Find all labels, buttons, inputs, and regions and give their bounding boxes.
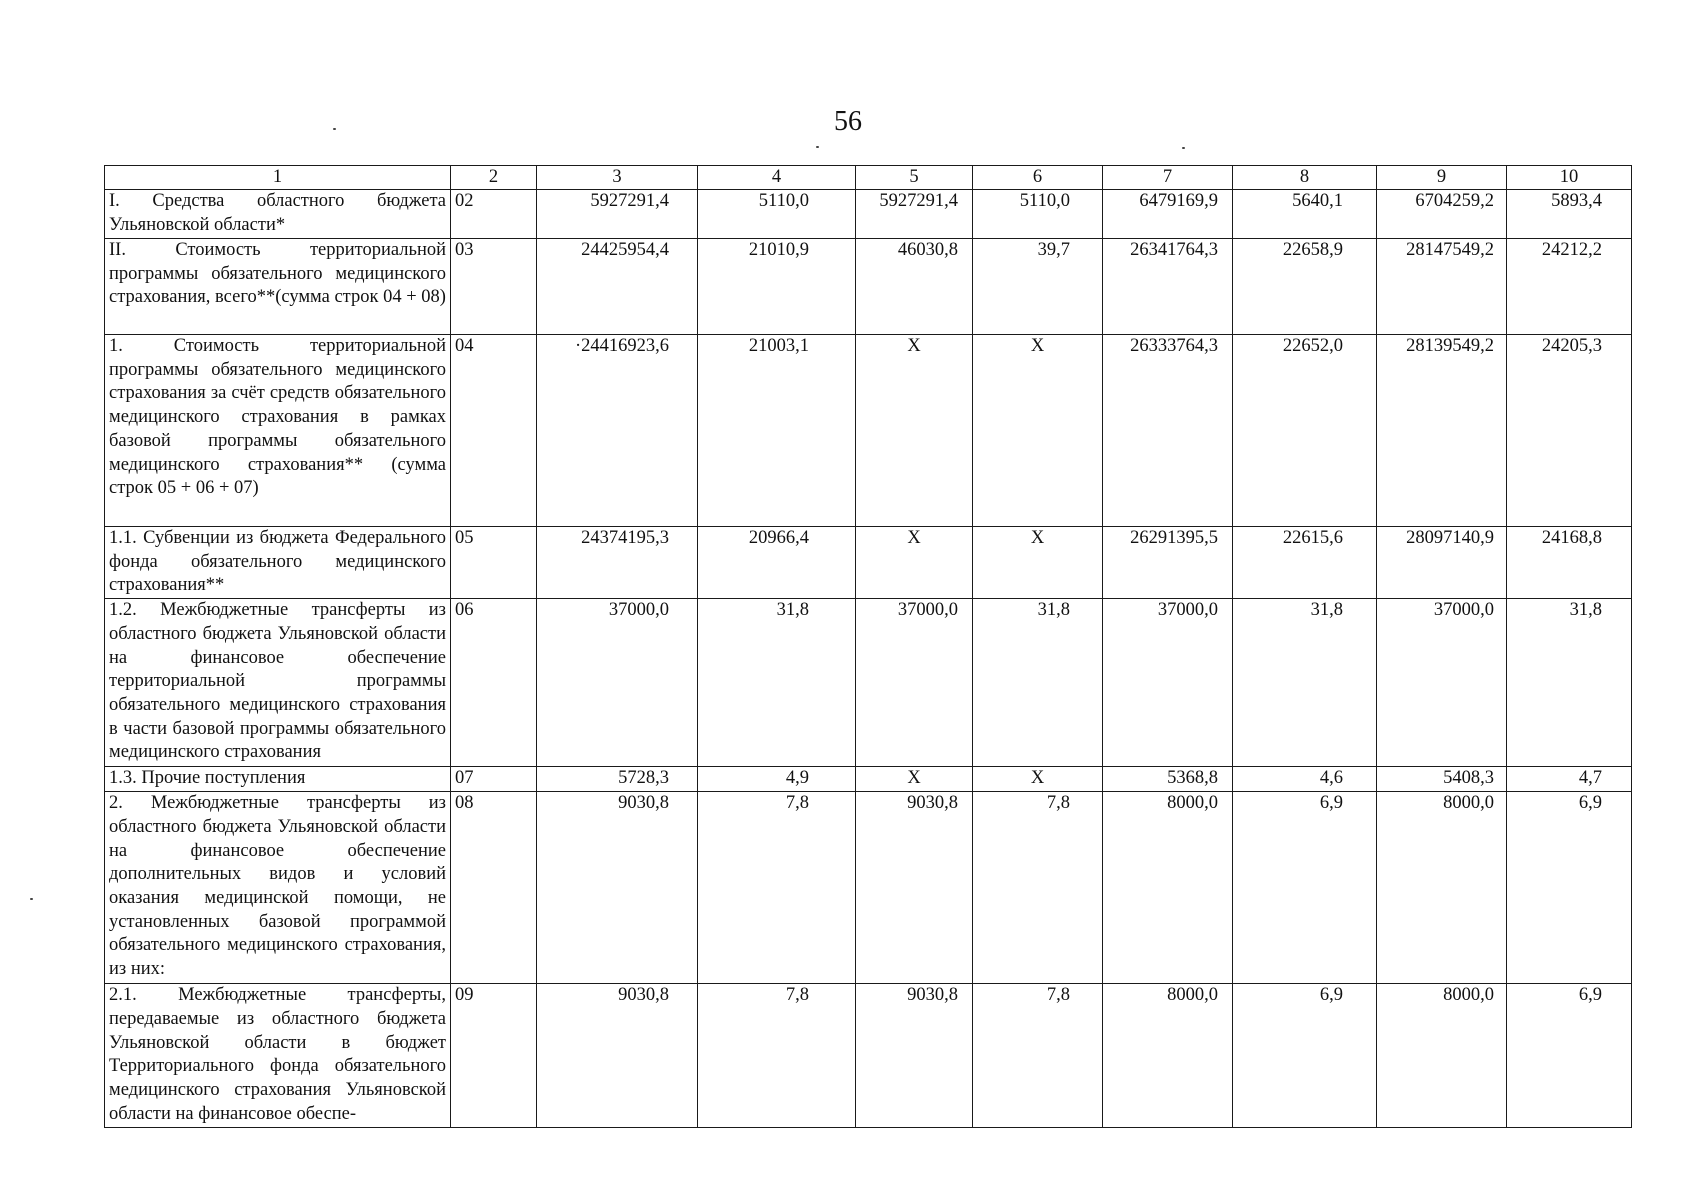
value-cell: 4,9 <box>698 767 856 792</box>
value-cell: 28097140,9 <box>1377 527 1507 599</box>
value-cell: 37000,0 <box>537 599 698 767</box>
value-cell: Х <box>856 335 973 527</box>
row-code: 05 <box>451 527 537 599</box>
value-cell: 21003,1 <box>698 335 856 527</box>
column-header: 9 <box>1377 166 1507 190</box>
value-cell: Х <box>856 527 973 599</box>
value-cell: 8000,0 <box>1377 792 1507 984</box>
value-cell: 7,8 <box>698 792 856 984</box>
value-cell: 9030,8 <box>856 792 973 984</box>
value-cell: 6,9 <box>1233 984 1377 1128</box>
value-cell: 37000,0 <box>856 599 973 767</box>
scan-speck <box>30 898 33 900</box>
column-header: 5 <box>856 166 973 190</box>
table-row <box>105 239 1632 335</box>
value-cell: 22652,0 <box>1233 335 1377 527</box>
table-row <box>105 527 1632 599</box>
table-row <box>105 984 1632 1128</box>
value-cell: 5728,3 <box>537 767 698 792</box>
value-cell: Х <box>973 767 1103 792</box>
row-code: 06 <box>451 599 537 767</box>
value-cell: 24168,8 <box>1507 527 1632 599</box>
column-header: 2 <box>451 166 537 190</box>
page-number: 56 <box>834 106 862 137</box>
value-cell: 7,8 <box>973 792 1103 984</box>
table-row <box>105 792 1632 984</box>
value-cell: 8000,0 <box>1103 792 1233 984</box>
row-name: 2.1. Межбюджетные трансферты, передаваемые из областного бюджета Ульяновской области в бюджет Территориального фонда обязательного медицинского страхования Ульяновской области на финансовое обеспе- <box>105 984 451 1128</box>
value-cell: 6479169,9 <box>1103 190 1233 239</box>
column-header: 6 <box>973 166 1103 190</box>
row-code: 02 <box>451 190 537 239</box>
value-cell: 7,8 <box>698 984 856 1128</box>
row-name: 2. Межбюджетные трансферты из областного бюджета Ульяновской области на финансовое обеспечение дополнительных видов и условий оказания медицинской помощи, не установленных базовой программой обязательного медицинского страхования, из них: <box>105 792 451 984</box>
value-cell: 5927291,4 <box>537 190 698 239</box>
value-cell: 28139549,2 <box>1377 335 1507 527</box>
value-cell: 9030,8 <box>537 984 698 1128</box>
value-cell: 24374195,3 <box>537 527 698 599</box>
scan-speck <box>1182 147 1185 149</box>
row-name: 1.1. Субвенции из бюджета Федерального фонда обязательного медицинского страхования** <box>105 527 451 599</box>
budget-table <box>104 165 1632 1128</box>
value-cell: 28147549,2 <box>1377 239 1507 335</box>
value-cell: 5110,0 <box>698 190 856 239</box>
value-cell: 26341764,3 <box>1103 239 1233 335</box>
row-code: 07 <box>451 767 537 792</box>
table-row <box>105 190 1632 239</box>
value-cell: 8000,0 <box>1103 984 1233 1128</box>
value-cell: 6704259,2 <box>1377 190 1507 239</box>
value-cell: 37000,0 <box>1377 599 1507 767</box>
value-cell: 9030,8 <box>856 984 973 1128</box>
row-name: 1.3. Прочие поступления <box>105 767 451 792</box>
value-cell: 5408,3 <box>1377 767 1507 792</box>
table-row <box>105 335 1632 527</box>
value-cell: 26333764,3 <box>1103 335 1233 527</box>
scan-speck <box>816 146 819 148</box>
row-code: 03 <box>451 239 537 335</box>
value-cell: 5893,4 <box>1507 190 1632 239</box>
value-cell: 6,9 <box>1507 984 1632 1128</box>
value-cell: 6,9 <box>1507 792 1632 984</box>
value-cell: 31,8 <box>1507 599 1632 767</box>
row-code: 04 <box>451 335 537 527</box>
value-cell: 5110,0 <box>973 190 1103 239</box>
value-cell: 26291395,5 <box>1103 527 1233 599</box>
row-name: II. Стоимость территориальной программы обязательного медицинского страхования, всего**(сумма строк 04 + 08) <box>105 239 451 335</box>
value-cell: 5640,1 <box>1233 190 1377 239</box>
value-cell: 31,8 <box>973 599 1103 767</box>
value-cell: 24205,3 <box>1507 335 1632 527</box>
value-cell: 31,8 <box>1233 599 1377 767</box>
column-header: 10 <box>1507 166 1632 190</box>
value-cell: 22658,9 <box>1233 239 1377 335</box>
value-cell: ·24416923,6 <box>537 335 698 527</box>
value-cell: 24425954,4 <box>537 239 698 335</box>
value-cell: 4,6 <box>1233 767 1377 792</box>
row-name: 1. Стоимость территориальной программы обязательного медицинского страхования за счёт средств обязательного медицинского страхования в рамках базовой программы обязательного медицинского страхования** (сумма строк 05 + 06 + 07) <box>105 335 451 527</box>
row-name: I. Средства областного бюджета Ульяновской области* <box>105 190 451 239</box>
value-cell: 31,8 <box>698 599 856 767</box>
column-header: 1 <box>105 166 451 190</box>
column-header: 7 <box>1103 166 1233 190</box>
scan-speck <box>333 128 336 130</box>
row-name: 1.2. Межбюджетные трансферты из областного бюджета Ульяновской области на финансовое обеспечение территориальной программы обязательного медицинского страхования в части базовой программы обязательного медицинского страхования <box>105 599 451 767</box>
value-cell: 37000,0 <box>1103 599 1233 767</box>
value-cell: 6,9 <box>1233 792 1377 984</box>
header-row <box>105 166 1632 190</box>
value-cell: 9030,8 <box>537 792 698 984</box>
column-header: 3 <box>537 166 698 190</box>
row-code: 08 <box>451 792 537 984</box>
value-cell: 22615,6 <box>1233 527 1377 599</box>
column-header: 4 <box>698 166 856 190</box>
value-cell: 7,8 <box>973 984 1103 1128</box>
column-header: 8 <box>1233 166 1377 190</box>
value-cell: Х <box>856 767 973 792</box>
table-row <box>105 767 1632 792</box>
value-cell: 8000,0 <box>1377 984 1507 1128</box>
value-cell: 5368,8 <box>1103 767 1233 792</box>
row-code: 09 <box>451 984 537 1128</box>
table-row <box>105 599 1632 767</box>
value-cell: 39,7 <box>973 239 1103 335</box>
value-cell: 20966,4 <box>698 527 856 599</box>
value-cell: 4,7 <box>1507 767 1632 792</box>
value-cell: 21010,9 <box>698 239 856 335</box>
value-cell: 24212,2 <box>1507 239 1632 335</box>
value-cell: 5927291,4 <box>856 190 973 239</box>
value-cell: Х <box>973 335 1103 527</box>
value-cell: 46030,8 <box>856 239 973 335</box>
value-cell: Х <box>973 527 1103 599</box>
